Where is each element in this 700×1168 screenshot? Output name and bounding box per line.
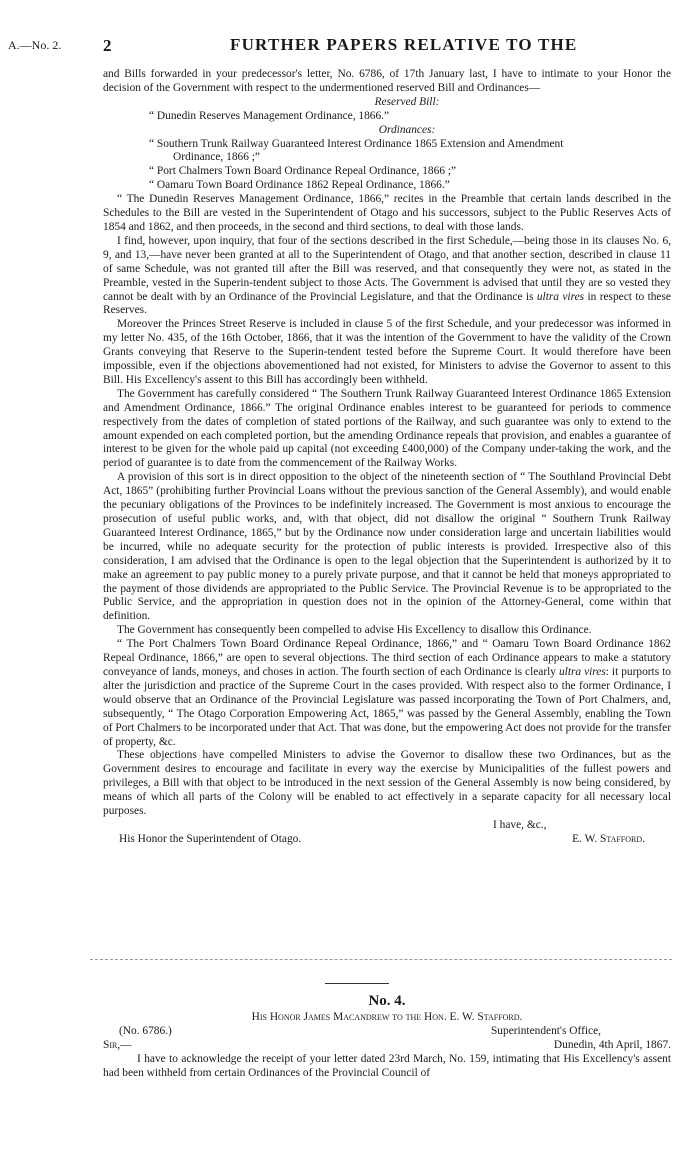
paragraph-municipalities: These objections have compelled Ministers to advise the Governor to disallow these two Ordinances, but as the Government desires to encourage and facilitate in every way the exercise by Municipalities of the fullest powers and privileges, a Bill with that object to be introduced in the next session of the General Assembly is now being considered, by means of which all parts of the Colony will be enabled to act effectively in a separate capacity for all necessary local purposes. xyxy=(103,749,671,818)
short-rule xyxy=(325,983,389,984)
ultra-vires-emphasis: ultra vires xyxy=(536,290,585,303)
ordinances-heading: Ordinances: xyxy=(378,123,436,136)
para7-text-b: : it purports to alter the jurisdiction and practice of the Supreme Court in the cases provided. With respect also to the former Ordinance, I would observe that an Ordinance of the Provincial Legislature was passed incorporating the Town of Port Chalmers, and, subsequently, “ The Otago Corporation Empowering Act, 1865,” was passed by the General Assembly, enabling the Town of Port Chalmers to be incorporated under that Act. That was done, but the empowering Act does not provide for the transfer of property, &c. xyxy=(103,665,671,748)
para2-text-b: in respect to these Reserves. xyxy=(103,290,671,317)
paragraph-disallow: The Government has consequently been compelled to advise His Excellency to disallow this Ordinance. xyxy=(117,624,592,637)
closing-phrase: I have, &c., xyxy=(493,818,547,831)
letter-number: No. 4. xyxy=(368,993,406,1009)
signature-row xyxy=(103,833,671,847)
page-header xyxy=(0,35,700,58)
paragraph-sections-inquiry xyxy=(103,235,671,318)
letter-3-body xyxy=(103,68,671,847)
ultra-vires-emphasis-2: ultra vires xyxy=(558,665,606,678)
letter-date: Dunedin, 4th April, 1867. xyxy=(553,1039,671,1051)
office-line: Superintendent's Office, xyxy=(490,1025,601,1037)
salutation-date-row xyxy=(103,1038,671,1052)
paragraph-debt-act: A provision of this sort is in direct opposition to the object of the nineteenth section of “ The Southland Provincial Debt Act, 1865” (prohibiting further Provincial Loans without the previous sanction of the General Assembly), and would enable the pecuniary obligations of the Provinces to be indefinitely increased. The Government is most anxious to encourage the prosecution of useful public works, and, with that object, did not disallow the original “ Southern Trunk Railway Guaranteed Interest Ordinance, 1865,” but by the Ordinance now under consideration large and uncertain liabilities would be incurred, while no adequate security for the protection of public interests is provided. Irrespective also of this consideration, I am advised that the Ordinance is open to the legal objection that the Superintendent is authorized by it to make an agreement to pay public money to a purely private purpose, and that it cannot be held that moneys appropriated to the payment of those dividends are appropriated to the Public Service. The Provincial Revenue is to be appropriated to the Public Service, and the appropriation in question does not in the opinion of the Attorney-General, come within that definition. xyxy=(103,471,671,623)
para2-text-a: I find, however, upon inquiry, that four of the sections described in the first Schedule,—being those in its clauses No. 6, 9, and 13,—have never been granted at all to the Superintendent of Otago, and that another section, described in clause 11 of same Schedule, was not granted till after the Bill was reserved, and that consequently they were not, as stated in the Preamble, vested in the Superin-tendent subject to those Acts. The Government is advised that until they are so vested they cannot be dealt with by an Ordinance of the Provincial Legislature, and that the Ordinance is xyxy=(103,234,671,303)
letter-reference: (No. 6786.) xyxy=(119,1025,172,1037)
ordinance-1-title-cont: Ordinance, 1866 ;” xyxy=(173,151,260,164)
paragraph-railway-ordinance: The Government has carefully considered “ The Southern Trunk Railway Guaranteed Interest Ordinance 1865 Extension and Amendment Ordinance, 1866.” The original Ordinance enables interest to be guaranteed for periods to commence respectively from the dates of completion of stated portions of the Railway, and such guarantee was only to extend to the amount expended on each completed portion, but the amending Ordinance repeals that provision, and enables a guarantee of interest to be given for the whole paid up capital (not exceeding £400,000) of the Company under-taking the work, and the period of guarantee is to date from the commencement of the Railway Works. xyxy=(103,387,671,470)
intro-paragraph: and Bills forwarded in your predecessor's letter, No. 6786, of 17th January last, I have to intimate to your Honor the decision of the Government with respect to the undermentioned reserved Bill and Ordinances— xyxy=(103,68,671,94)
letter-4 xyxy=(103,994,671,1080)
ordinance-2-title: “ Port Chalmers Town Board Ordinance Repeal Ordinance, 1866 ;” xyxy=(149,165,457,178)
section-divider xyxy=(90,959,672,960)
para7-text-a: “ The Port Chalmers Town Board Ordinance Repeal Ordinance, 1866,” and “ Oamaru Town Board Ordinance 1862 Repeal Ordinance, 1866,” are open to several objections. The third section of each Ordinance appears to make a statutory conveyance of lands, moneys, and choses in action. The fourth section of each Ordinance is clearly xyxy=(103,638,671,678)
reserved-bill-heading: Reserved Bill: xyxy=(374,95,440,108)
running-title: FURTHER PAPERS RELATIVE TO THE xyxy=(230,35,578,54)
paragraph-princes-street: Moreover the Princes Street Reserve is included in clause 5 of the first Schedule, and your predecessor was informed in my letter No. 435, of the 16th October, 1866, that it was the intention of the Government to have the validity of the Crown Grants conveying that Reserve to the Superin-tendent tested before the Supreme Court. It would therefore have been impossible, even if the objections abovementioned had not existed, for Ministers to advise the Governor to assent to this Bill. His Excellency's assent to this Bill has accordingly been withheld. xyxy=(103,318,671,386)
ref-office-row xyxy=(103,1024,671,1038)
salutation: Sir,— xyxy=(103,1039,132,1051)
ordinance-1-title: “ Southern Trunk Railway Guaranteed Interest Ordinance 1865 Extension and Amendment xyxy=(149,137,564,150)
signature: E. W. Stafford. xyxy=(572,832,645,845)
reserved-bill-title: “ Dunedin Reserves Management Ordinance, 1866.” xyxy=(149,109,390,122)
page-number: 2 xyxy=(103,36,112,55)
letter-4-body: I have to acknowledge the receipt of your letter dated 23rd March, No. 159, intimating that His Excellency's assent had been withheld from certain Ordinances of the Provincial Council of xyxy=(103,1053,671,1079)
document-reference: A.—No. 2. xyxy=(8,38,62,52)
paragraph-dunedin-reserves: “ The Dunedin Reserves Management Ordinance, 1866,” recites in the Preamble that certain lands described in the Schedules to the Bill are vested in the Superintendent of Otago and his successors, subject to the Public Reserves Acts of 1854 and 1862, and then proceeds, in the second and third sections, to deal with those lands. xyxy=(103,193,671,233)
addressee: His Honor the Superintendent of Otago. xyxy=(119,832,302,845)
ordinance-3-title: “ Oamaru Town Board Ordinance 1862 Repeal Ordinance, 1866.” xyxy=(149,179,450,192)
paragraph-town-boards xyxy=(103,638,671,749)
letter-from-to: His Honor James Macandrew to the Hon. E. W. Stafford. xyxy=(251,1011,523,1023)
